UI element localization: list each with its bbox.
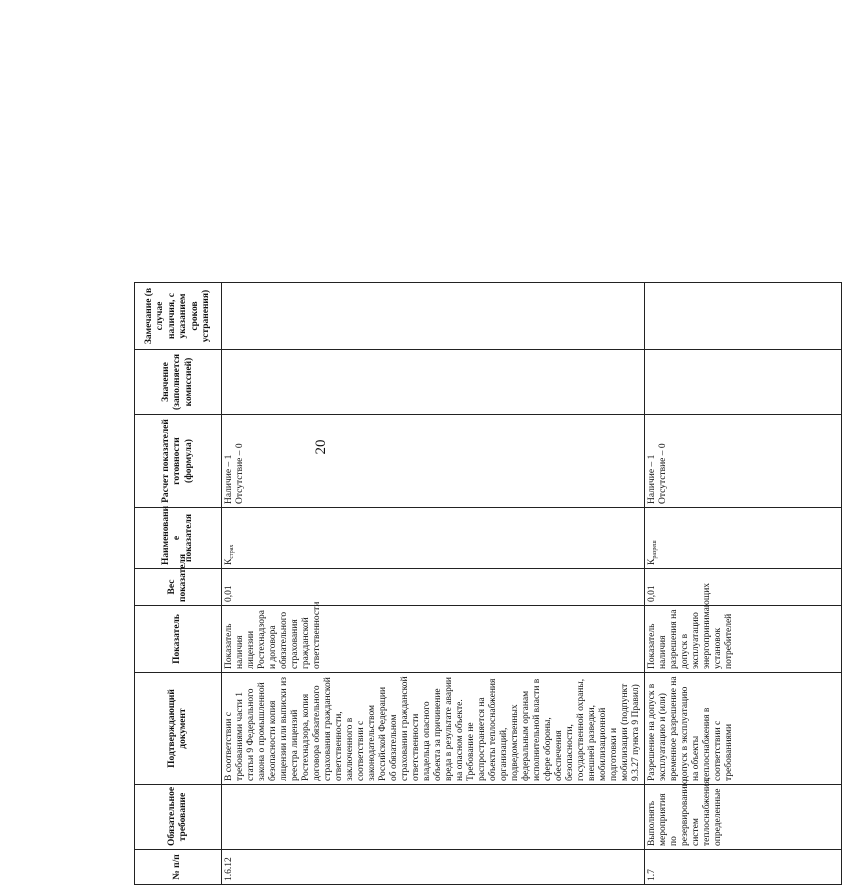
cell-requirement <box>222 785 645 850</box>
cell-weight: 0,01 <box>222 569 645 606</box>
cell-requirement: Выполнять мероприятия по резервированию систем теплоснабжения, определенные <box>645 785 842 850</box>
indicator-subscript: страх <box>229 544 235 559</box>
calc-present: Наличие – 1 <box>224 454 234 504</box>
header-indicator-name: Наименовани е показателя <box>135 508 222 569</box>
header-num: № п/п <box>135 850 222 885</box>
header-document: Подтверждающий документ <box>135 673 222 785</box>
cell-num: 1.7 <box>645 850 842 885</box>
page-number: 20 <box>313 439 329 455</box>
cell-indicator-name <box>222 508 645 569</box>
cell-remark <box>645 283 842 350</box>
header-value: Значение (заполняется комиссией) <box>135 350 222 415</box>
calc-present: Наличие – 1 <box>647 454 657 504</box>
header-remark: Замечание (в случае наличия, с указанием сроков устранения) <box>135 283 222 350</box>
indicator-symbol: К <box>647 558 657 565</box>
cell-value <box>645 350 842 415</box>
calc-absent: Отсутствие – 0 <box>235 443 245 504</box>
cell-value <box>222 350 645 415</box>
cell-document: Разрешение на допуск в эксплуатацию и (или) временное разрешение на допуск в эксплуатацию на объекты теплоснабжения в соответствии с требованиями <box>645 673 842 785</box>
header-calculation: Расчет показателей готовности (формула) <box>135 415 222 508</box>
cell-calculation <box>222 415 645 508</box>
cell-weight: 0,01 <box>645 569 842 606</box>
header-requirement: Обязательное требование <box>135 785 222 850</box>
header-blank-area <box>135 0 222 283</box>
cell-indicator: Показатель наличия лицензии Ростехнадзора и договора обязательного страхования гражданской ответственности <box>222 606 645 673</box>
indicator-symbol: К <box>224 558 234 565</box>
readiness-table-rotated <box>134 47 734 885</box>
cell-indicator: Показатель наличия разрешения на допуск в эксплуатацию энергопринимающих установок потребителей <box>645 606 842 673</box>
cell-document: В соответствии с требованиями части 1 статьи 9 Федерального закона о промышленной безопасности копия лицензии или выписки из реестра лицензий Ростехнадзора, копия договора обязательного страхования гражданской ответственности, заключенного в соответствии с законодательством Российской Федерации об обязательном страховании гражданской ответственности владельца опасного объекта за причинение вреда в результате аварии на опасном объекте. Требование не распространяется на объекты теплоснабжения организаций, подведомственных федеральным органам исполнительной власти в сфере обороны, обеспечения безопасности, государственной охраны, внешней разведки, мобилизационной подготовки и мобилизации (подпункт 9.3.27 пункта 9 Правил) <box>222 673 645 785</box>
header-weight: Вес показателя <box>135 569 222 606</box>
calc-absent: Отсутствие – 0 <box>658 443 668 504</box>
cell-indicator-name <box>645 508 842 569</box>
cell-remark <box>222 283 645 350</box>
header-indicator: Показатель <box>135 606 222 673</box>
readiness-table <box>134 0 842 885</box>
table-row <box>645 0 842 885</box>
cell-blank <box>222 0 645 283</box>
table-row <box>222 0 645 885</box>
cell-num: 1.6.12 <box>222 850 645 885</box>
table-viewport <box>134 47 734 885</box>
table-header-row <box>135 0 222 885</box>
indicator-subscript: разреш <box>652 540 658 559</box>
cell-blank <box>645 0 842 283</box>
cell-calculation <box>645 415 842 508</box>
